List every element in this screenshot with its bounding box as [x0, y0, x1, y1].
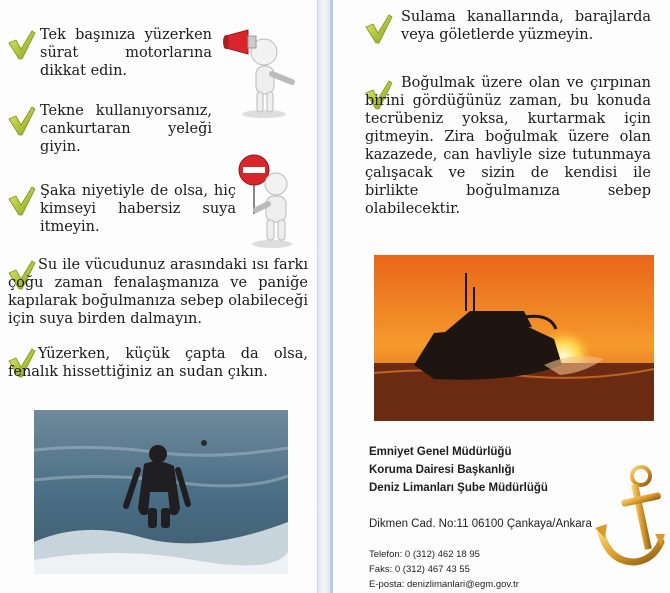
stop-sign-figure-icon — [238, 154, 298, 250]
checkmark-icon — [8, 30, 36, 60]
checkmark-icon — [365, 14, 393, 44]
tip-3-text: Şaka niyetiyle de olsa, hiç kimseyi habersiz suya itmeyin. — [40, 183, 236, 235]
phone-line: Telefon: 0 (312) 462 18 95 — [369, 549, 480, 560]
tip-3 — [40, 182, 236, 236]
tip-5 — [8, 345, 308, 381]
org-line-1: Emniyet Genel Müdürlüğü — [369, 446, 512, 458]
tip-5-text: Yüzerken, küçük çapta da olsa, fenalık hissettiğiniz an sudan çıkın. — [8, 346, 308, 380]
anchor-icon — [595, 462, 667, 572]
diver-photo — [34, 410, 288, 574]
tip-2-text: Tekne kullanıyorsanız, cankurtaran yeleği giyin. — [40, 103, 212, 155]
address: Dikmen Cad. No:11 06100 Çankaya/Ankara — [369, 518, 592, 530]
tip-1-text: Tek başınıza yüzerken sürat motorlarına dikkat edin. — [40, 27, 212, 79]
contact-details — [369, 547, 609, 592]
fax-line: Faks: 0 (312) 467 43 55 — [369, 564, 470, 575]
right-panel — [330, 0, 670, 593]
tip-1 — [40, 26, 212, 80]
megaphone-figure-icon — [222, 22, 302, 122]
page-fold — [318, 0, 330, 593]
tip-2 — [40, 102, 212, 156]
tip-7 — [365, 74, 651, 218]
tip-6 — [401, 8, 651, 44]
tip-6-text: Sulama kanallarında, barajlarda veya göletlerde yüzmeyin. — [401, 9, 651, 43]
contact-block — [369, 443, 599, 497]
tip-7-text: Boğulmak üzere olan ve çırpınan birini gördüğünüz zaman, bu konuda tecrübeniz yoksa, kurtarmak için gitmeyin. Zira boğulmak üzere olan kazazede, can havliyle size tutunmaya çalışacak ve sizin de kendisi ile birlikte boğulmanıza sebep olabilecektir. — [365, 75, 651, 217]
org-line-2: Koruma Dairesi Başkanlığı — [369, 464, 515, 476]
email-link[interactable]: E-posta: denizlimanlari@egm.gov.tr — [369, 579, 519, 590]
checkmark-icon — [8, 106, 36, 136]
tip-4 — [8, 256, 308, 328]
left-panel — [0, 0, 318, 593]
boat-sunset-photo — [374, 255, 654, 421]
org-line-3: Deniz Limanları Şube Müdürlüğü — [369, 482, 548, 494]
checkmark-icon — [8, 186, 36, 216]
tip-4-text: Su ile vücudunuz arasındaki ısı farkı çoğu zaman fenalaşmanıza ve paniğe kapılarak boğulmanıza sebep olabileceği için suya birden dalmayın. — [8, 257, 308, 327]
